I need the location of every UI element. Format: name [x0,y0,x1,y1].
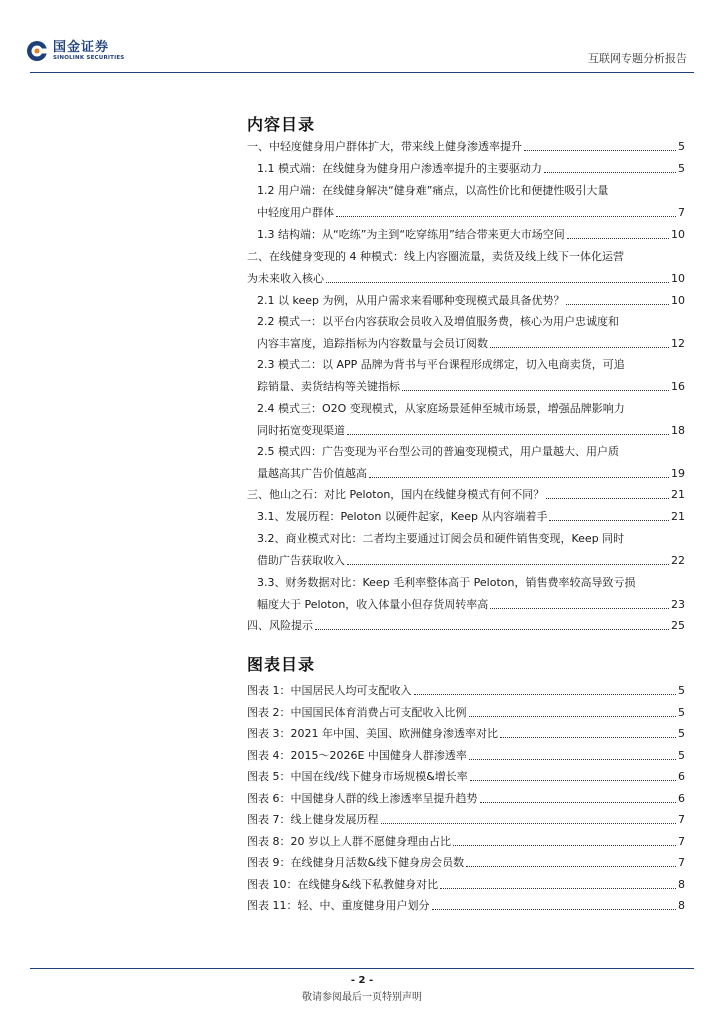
figure-page-number: 6 [678,770,685,783]
figure-page-number: 8 [678,877,685,891]
toc-entry[interactable]: 1.2 用户端：在线健身解决“健身难”痛点，以高性价比和便捷性吸引大量 中轻度用户群体 7 [257,184,685,219]
page-number: - 2 - [350,975,374,986]
header-divider [30,72,694,73]
toc-page-number: 22 [671,554,685,567]
figure-entry[interactable]: 图表 2： 中国国民体育消费占可支配收入比例 5 [247,705,685,719]
toc-page-number: 23 [671,598,685,611]
toc-page-number: 18 [671,424,685,437]
toc-page-number: 21 [671,510,685,523]
figure-page-number: 7 [678,834,685,848]
figure-entry[interactable]: 图表 11： 轻、中、重度健身用户划分 8 [247,899,685,912]
figure-page-number: 5 [678,705,685,719]
toc-page-number: 10 [671,294,685,307]
toc-page-number: 5 [678,162,685,175]
toc-entry[interactable]: 2.5 模式四：广告变现为平台型公司的普遍变现模式，用户量越大、用户质 量越高其广告价值越高 19 [257,445,685,480]
figure-page-number: 8 [678,899,685,912]
toc-entry[interactable]: 二、在线健身变现的 4 种模式：线上内容圈流量，卖货及线上线下一体化运营 为未来收入核心 10 [247,250,685,285]
sinolink-logo-icon [26,40,48,62]
disclaimer-note: 敬请参阅最后一页特别声明 [302,992,422,1003]
toc-entry[interactable]: 2.3 模式二：以 APP 品牌为背书与平台课程形成绑定，切入电商卖货，可追 踪销量、卖货结构等关键指标 16 [257,358,685,393]
toc-entry[interactable]: 3.1、发展历程：Peloton 以硬件起家，Keep 从内容端着手 21 [257,510,685,523]
figure-page-number: 7 [678,856,685,869]
figure-entry[interactable]: 图表 8： 20 岁以上人群不愿健身理由占比 7 [247,834,685,848]
toc-entry[interactable]: 2.4 模式三：O2O 变现模式，从家庭场景延伸至城市场景，增强品牌影响力 同时拓宽变现渠道 18 [257,402,685,437]
figure-page-number: 5 [678,684,685,697]
report-type-label: 互联网专题分析报告 [588,52,687,65]
toc-entry[interactable]: 四、风险提示 25 [247,619,685,632]
toc-page-number: 19 [671,467,685,480]
logo-english-name: SINOLINK SECURITIES [53,54,125,61]
contents-title: 内容目录 [247,115,316,134]
figure-entry[interactable]: 图表 1： 中国居民人均可支配收入 5 [247,684,685,697]
toc-page-number: 10 [671,272,685,285]
company-logo [26,40,124,62]
toc-page-number: 10 [671,228,685,241]
toc-entry[interactable]: 1.1 模式端：在线健身为健身用户渗透率提升的主要驱动力 5 [257,162,685,175]
toc-entry[interactable]: 三、他山之石：对比 Peloton，国内在线健身模式有何不同？ 21 [247,488,685,501]
toc-entry[interactable]: 1.3 结构端：从“吃练”为主到“吃穿练用”结合带来更大市场空间 10 [257,228,685,241]
toc-page-number: 16 [671,380,685,393]
figure-entry[interactable]: 图表 10： 在线健身&线下私教健身对比 8 [247,877,685,891]
logo-chinese-name: 国金证券 [53,39,110,55]
figure-entry[interactable]: 图表 4： 2015～2026E 中国健身人群渗透率 5 [247,748,685,762]
toc-entry[interactable]: 3.3、财务数据对比：Keep 毛利率整体高于 Peloton，销售费率较高导致亏损 幅度大于 Peloton，收入体量小但存货周转率高 23 [257,576,685,611]
figure-page-number: 5 [678,748,685,762]
toc-entry[interactable]: 一、中轻度健身用户群体扩大，带来线上健身渗透率提升 5 [247,140,685,153]
figure-entry[interactable]: 图表 5： 中国在线/线下健身市场规模&增长率 6 [247,770,685,783]
figure-page-number: 5 [678,727,685,740]
toc-page-number: 25 [671,619,685,632]
toc-entry[interactable]: 2.2 模式一：以平台内容获取会员收入及增值服务费，核心为用户忠诚度和 内容丰富度，追踪指标为内容数量与会员订阅数 12 [257,315,685,350]
toc-page-number: 7 [678,206,685,219]
toc-page-number: 12 [671,337,685,350]
toc-page-number: 5 [678,140,685,153]
figure-page-number: 6 [678,791,685,805]
toc-page-number: 21 [671,488,685,501]
page-header [0,0,724,72]
figure-entry[interactable]: 图表 7： 线上健身发展历程 7 [247,813,685,826]
figure-entry[interactable]: 图表 9： 在线健身月活数&线下健身房会员数 7 [247,856,685,869]
toc-entry[interactable]: 3.2、商业模式对比：二者均主要通过订阅会员和硬件销售变现，Keep 同时 借助广告获取收入 22 [257,532,685,567]
figure-page-number: 7 [678,813,685,826]
figure-entry[interactable]: 图表 3： 2021 年中国、美国、欧洲健身渗透率对比 5 [247,727,685,740]
toc-entry[interactable]: 2.1 以 keep 为例，从用户需求来看哪种变现模式最具备优势？ 10 [257,294,685,307]
figure-entry[interactable]: 图表 6： 中国健身人群的线上渗透率呈提升趋势 6 [247,791,685,805]
figures-title: 图表目录 [247,655,316,674]
footer-divider [30,968,694,969]
